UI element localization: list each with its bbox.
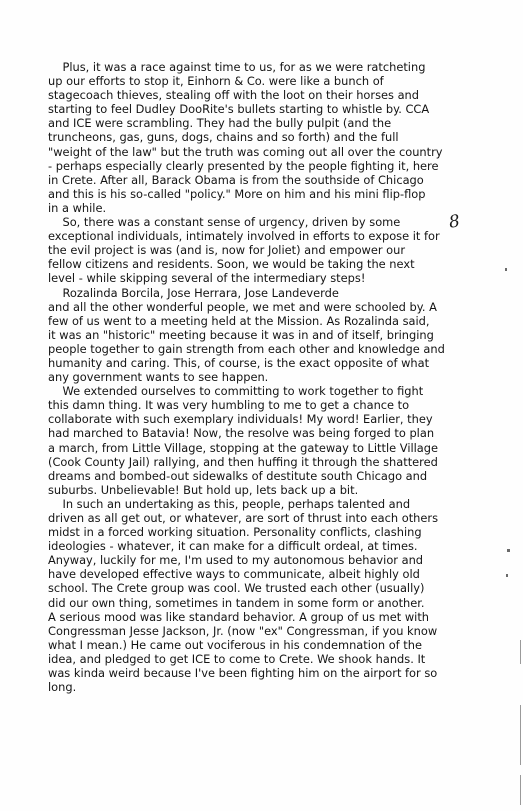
text-line: what I mean.) He came out vociferous in his condemnation of the [48, 637, 422, 652]
text-line: In such an undertaking as this, people, perhaps talented and [48, 496, 411, 511]
text-line: and this is his so-called "policy." More on him and his mini flip-flop [48, 186, 426, 201]
text-line: and ICE were scrambling. They had the bully pulpit (and the [48, 116, 392, 131]
text-line: starting to feel Dudley DooRite's bullets starting to whistle by. CCA [48, 102, 430, 117]
text-line: driven as all get out, or whatever, are sort of thrust into each others [48, 511, 439, 525]
text-line: A serious mood was like standard behavior. A group of us met with [48, 609, 430, 624]
text-line: stagecoach thieves, stealing off with the loot on their horses and [48, 88, 420, 103]
text-line: humanity and caring. This, of course, is the exact opposite of what [48, 355, 430, 370]
scan-speck [506, 574, 508, 577]
scan-edge-line [520, 775, 521, 805]
text-line: in Crete. After all, Barack Obama is from the southside of Chicago [48, 172, 424, 187]
text-line: up our efforts to stop it, Einhorn & Co. were like a bunch of [48, 74, 384, 89]
text-line: a march, from Little Village, stopping at the gateway to Little Village [48, 440, 439, 455]
text-line: level - while skipping several of the intermediary steps! [48, 271, 366, 286]
text-line: fellow citizens and residents. Soon, we would be taking the next [48, 257, 415, 272]
scan-edge-line [520, 705, 521, 765]
text-line: school. The Crete group was cool. We trusted each other (usually) [48, 581, 425, 596]
text-line: had marched to Batavia! Now, the resolve was being forged to plan [48, 426, 435, 441]
text-line: "weight of the law" but the truth was coming out all over the country [48, 144, 443, 159]
text-line: suburbs. Unbelievable! But hold up, lets back up a bit. [48, 482, 359, 497]
text-line: did our own thing, sometimes in tandem in some form or another. [48, 595, 425, 610]
text-line: Plus, it was a race against time to us, for as we were ratcheting [48, 60, 426, 74]
text-line: (Cook County Jail) rallying, and then huffing it through the shattered [48, 454, 438, 469]
text-line: collaborate with such exemplary individuals! My word! Earlier, they [48, 412, 433, 427]
text-line: truncheons, gas, guns, dogs, chains and so forth) and the full [48, 130, 399, 145]
text-line: few of us went to a meeting held at the Mission. As Rozalinda said, [48, 313, 430, 328]
text-line: it was an "historic" meeting because it was in and of itself, bringing [48, 327, 434, 342]
text-line: any government wants to see happen. [48, 370, 269, 385]
text-line: was kinda weird because I've been fighting him on the airport for so [48, 666, 438, 681]
text-line: So, there was a constant sense of urgency, driven by some [48, 215, 401, 230]
text-line: Anyway, luckily for me, I'm used to my autonomous behavior and [48, 553, 424, 568]
body-text [48, 60, 470, 694]
text-line: We extended ourselves to committing to work together to fight [48, 384, 424, 399]
text-line: people together to gain strength from each other and knowledge and [48, 341, 445, 356]
text-line: dreams and bombed-out sidewalks of destitute south Chicago and [48, 468, 428, 483]
text-line: this damn thing. It was very humbling to me to get a chance to [48, 398, 410, 413]
scan-speck [505, 268, 507, 271]
scan-edge-line [520, 640, 521, 664]
text-line: have developed effective ways to communicate, albeit highly old [48, 567, 420, 582]
text-line: - perhaps especially clearly presented by the people fighting it, here [48, 158, 439, 173]
scan-speck [507, 549, 510, 552]
text-line: idea, and pledged to get ICE to come to Crete. We shook hands. It [48, 651, 426, 666]
text-line: the evil project is was (and is, now for Joliet) and empower our [48, 243, 406, 258]
text-line: long. [48, 680, 77, 695]
text-line: Rozalinda Borcila, Jose Herrara, Jose Landeverde [48, 285, 339, 300]
handwritten-page-number: 8 [447, 211, 462, 233]
text-line: Congressman Jesse Jackson, Jr. (now "ex" Congressman, if you know [48, 623, 438, 638]
text-line: and all the other wonderful people, we met and were schooled by. A [48, 299, 437, 314]
text-line: in a while. [48, 200, 107, 215]
text-line: ideologies - whatever, it can make for a difficult ordeal, at times. [48, 539, 418, 554]
text-line: exceptional individuals, intimately involved in efforts to expose it for [48, 229, 440, 244]
text-line: midst in a forced working situation. Personality conflicts, clashing [48, 525, 422, 540]
